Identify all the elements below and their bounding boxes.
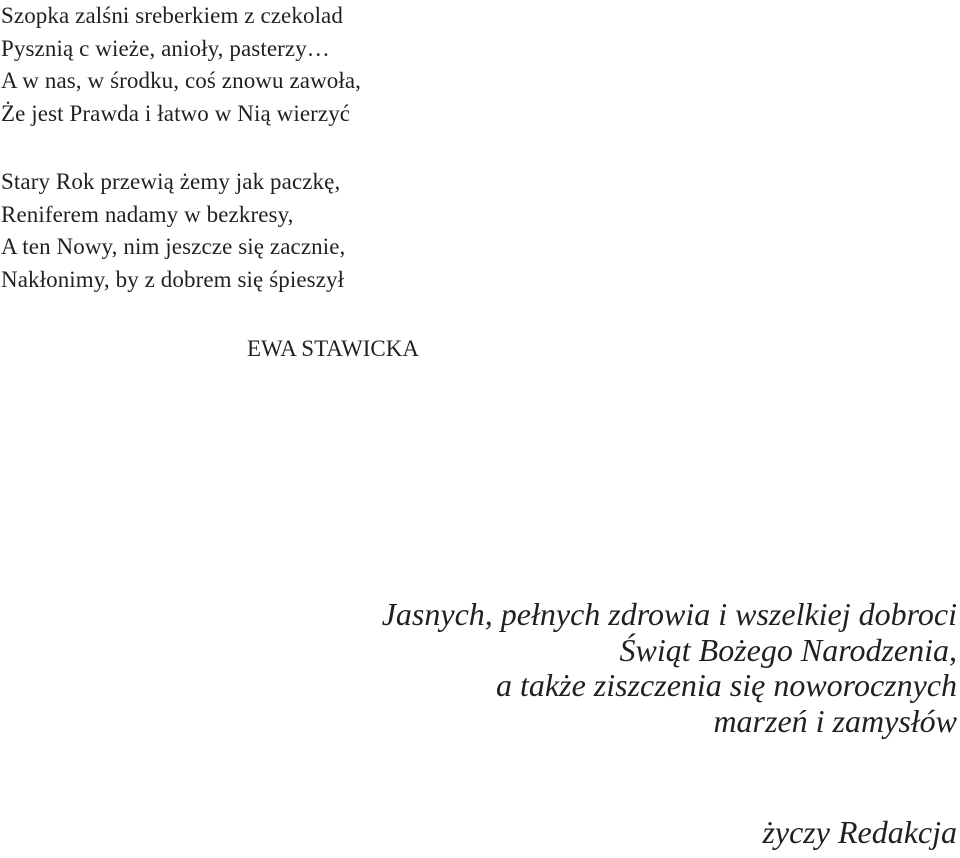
poem-line: Nakłonimy, by z dobrem się śpieszył — [1, 267, 345, 293]
greeting-line: Jasnych, pełnych zdrowia i wszelkiej dobroci — [381, 596, 957, 632]
poem-stanza-1 — [1, 0, 361, 131]
greeting-line: Świąt Bożego Narodzenia, — [619, 631, 957, 668]
poem-stanza-2 — [1, 166, 345, 297]
poem-line: Stary Rok przewią żemy jak paczkę, — [1, 169, 341, 194]
poem-line: A ten Nowy, nim jeszcze się zacznie, — [1, 234, 346, 260]
poem-author: EWA STAWICKA — [247, 336, 419, 361]
poem-line: A w nas, w środku, coś znowu zawoła, — [1, 68, 362, 94]
poem-line: Że jest Prawda i łatwo w Nią wierzyć — [1, 101, 351, 127]
greeting-line: marzeń i zamysłów — [713, 702, 957, 739]
greeting-line: a także ziszczenia się noworocznych — [496, 667, 957, 703]
holiday-greeting — [382, 597, 957, 739]
greeting-signature: życzy Redakcja — [762, 814, 957, 850]
poem-line: Reniferem nadamy w bezkresy, — [1, 201, 294, 227]
poem-line: Pysznią c wieże, anioły, pasterzy… — [1, 35, 330, 61]
poem-line: Szopka zalśni sreberkiem z czekolad — [1, 3, 343, 28]
